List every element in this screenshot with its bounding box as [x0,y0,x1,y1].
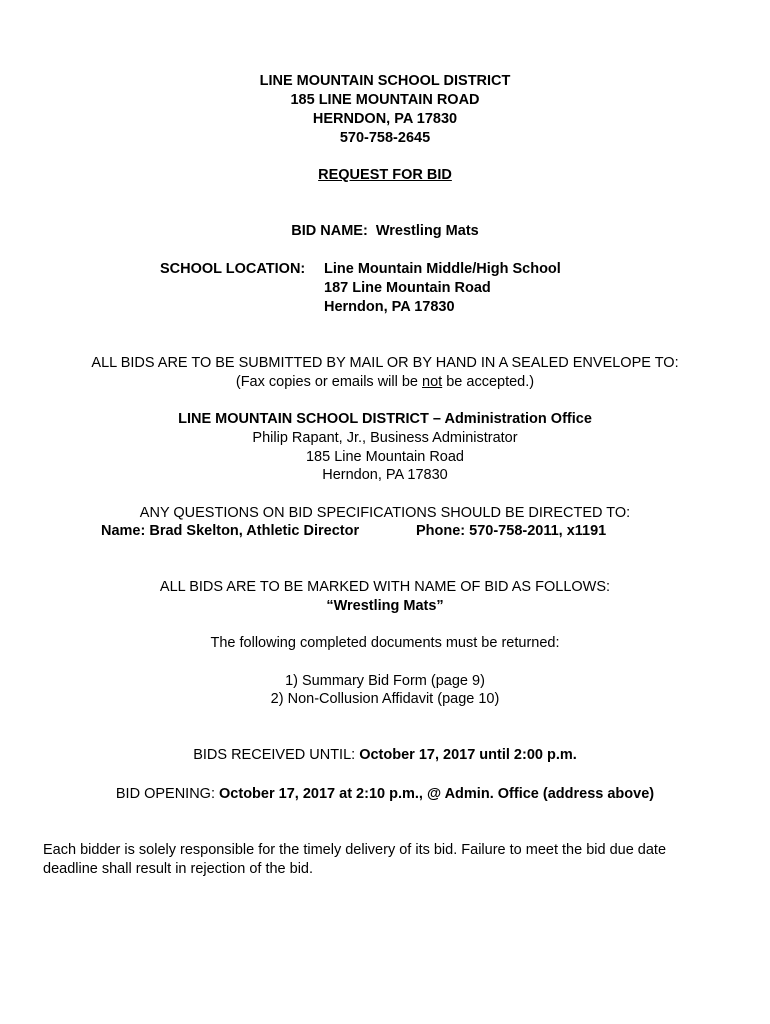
school-location-line-2: 187 Line Mountain Road [324,280,491,296]
marking-bid-name: “Wrestling Mats” [326,598,444,614]
bid-name-value: Wrestling Mats [375,223,479,239]
documents-intro: The following completed documents must be returned: [210,635,560,651]
questions-contact-phone: Phone: 570-758-2011, x1191 [416,523,607,539]
fax-note-not: not [422,374,443,390]
request-title [0,166,770,184]
bids-received-line [0,746,770,764]
bid-opening-line [0,785,770,803]
district-city: HERNDON, PA 17830 [312,111,458,127]
questions-instruction: ANY QUESTIONS ON BID SPECIFICATIONS SHOULD BE DIRECTED TO: [139,505,631,521]
bid-opening-value: October 17, 2017 at 2:10 p.m., @ Admin. Office (address above) [219,786,655,802]
bid-name-line [0,222,770,240]
district-name: LINE MOUNTAIN SCHOOL DISTRICT [259,73,511,89]
bid-opening-label: BID OPENING: [115,786,220,802]
admin-contact: Philip Rapant, Jr., Business Administrator [252,430,518,446]
responsibility-paragraph: Each bidder is solely responsible for the timely delivery of its bid. Failure to meet the bid due date deadline shall result in rejection of the bid. [43,842,667,877]
marking-instruction: ALL BIDS ARE TO BE MARKED WITH NAME OF BID AS FOLLOWS: [159,579,611,595]
district-street: 185 LINE MOUNTAIN ROAD [290,92,480,108]
document-item-1: 1) Summary Bid Form (page 9) [285,673,485,689]
questions-contact-name: Name: Brad Skelton, Athletic Director [101,523,360,539]
school-location-line-1: Line Mountain Middle/High School [324,261,561,277]
fax-note-after: be accepted.) [442,374,535,390]
document-item-2: 2) Non-Collusion Affidavit (page 10) [270,691,500,707]
fax-note [0,373,770,391]
district-phone: 570-758-2645 [339,130,431,146]
bids-received-value: October 17, 2017 until 2:00 p.m. [359,747,577,763]
school-location-line-3: Herndon, PA 17830 [324,299,455,315]
bids-received-label: BIDS RECEIVED UNTIL: [193,747,360,763]
bid-name-label: BID NAME: [291,223,368,239]
fax-note-before: (Fax copies or emails will be [235,374,423,390]
school-location-label: SCHOOL LOCATION: [160,261,306,277]
admin-office: LINE MOUNTAIN SCHOOL DISTRICT – Administration Office [178,411,592,427]
admin-street: 185 Line Mountain Road [305,449,464,465]
request-title-text: REQUEST FOR BID [318,167,452,183]
admin-city: Herndon, PA 17830 [322,467,448,483]
submission-instruction: ALL BIDS ARE TO BE SUBMITTED BY MAIL OR BY HAND IN A SEALED ENVELOPE TO: [91,355,679,371]
